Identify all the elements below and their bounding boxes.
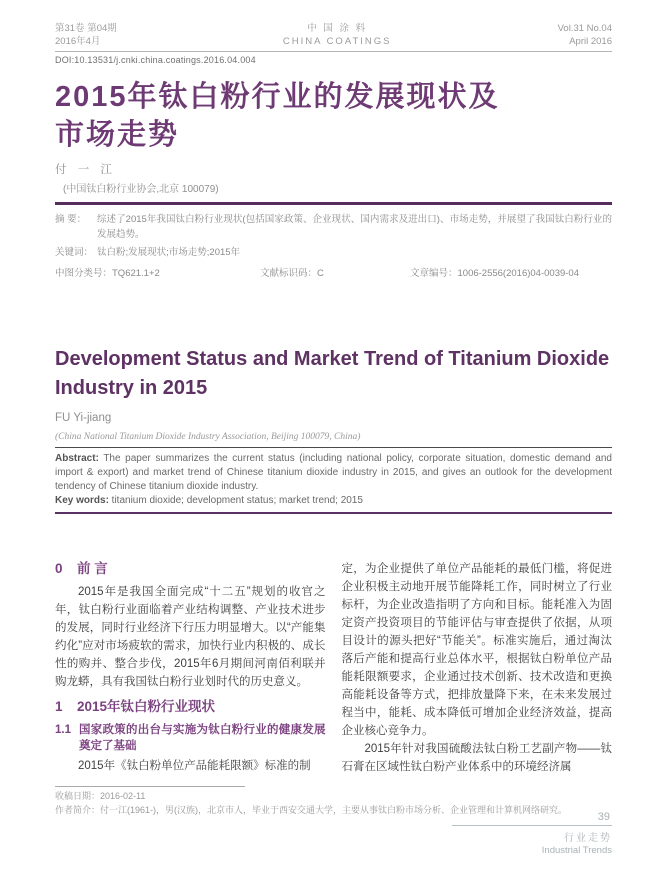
column-name-cn: 行业走势 <box>564 833 612 844</box>
abstract-en-paragraph <box>55 452 612 494</box>
article-id: 文章编号：1006-2556(2016)04-0039-04 <box>410 268 579 279</box>
journal-name-cn: 中 国 涂 料 <box>307 23 368 34</box>
english-abstract-top-rule <box>55 447 612 448</box>
date-cn: 2016年4月 <box>55 36 101 47</box>
column-name-en: Industrial Trends <box>541 845 612 856</box>
author-bio: 作者简介：付一江(1961-)，男(汉族)，北京市人，毕业于西安交通大学，主要从事钛白粉市场分析、企业管理和计算机网络研究。 <box>55 804 568 815</box>
keywords-cn-label: 关键词： <box>55 247 94 258</box>
article-title-cn: 2015年钛白粉行业的发展现状及 市场走势 <box>55 81 500 151</box>
section-0-title: 前 言 <box>77 561 108 576</box>
keywords-en-text: titanium dioxide; development status; market trend; 2015 <box>108 495 363 506</box>
abstract-en-label: Abstract: <box>55 453 99 464</box>
page-number: 39 <box>597 811 610 823</box>
section-1-1-number: 1.1 <box>55 724 71 736</box>
header-left <box>55 22 117 48</box>
header-center <box>283 22 392 48</box>
abstract-cn-row <box>55 212 612 242</box>
footer-rule <box>452 825 612 826</box>
body-column-right <box>342 560 613 776</box>
section-1-1-heading <box>55 722 326 754</box>
doi-line: DOI:10.13531/j.cnki.china.coatings.2016.04.004 <box>55 55 256 65</box>
footnote-rule <box>55 786 245 787</box>
section-0-number: 0 <box>55 561 63 576</box>
article-meta-row <box>55 266 612 281</box>
section-1-heading <box>55 698 326 716</box>
received-date: 收稿日期：2016-02-11 <box>55 791 146 801</box>
affiliation-cn: (中国钛白粉行业协会,北京 100079) <box>63 184 219 195</box>
page-footer <box>452 811 612 856</box>
right-column-paragraph-1: 定，为企业提供了单位产品能耗的最低门槛，将促进企业积极主动地开展节能降耗工作，同时树立了行业标杆，为企业改造指明了方向和目标。能耗准入为固定资产投资项目的节能评估与审查提供了依据，从项目设计的源头把好“节能关”。标准实施后，通过淘汰落后产能和提高行业总体水平，根据钛白粉单位产品能耗限额要求，企业通过技术创新、技术改造和更换高能耗设备等方式，把排放量降下来，在未来发展过程当中，能耗、成本降低可增加企业经济效益，提高企业核心竞争力。 <box>341 563 612 737</box>
section-1-number: 1 <box>55 699 63 714</box>
volume-issue-en: Vol.31 No.04 <box>557 23 612 34</box>
volume-issue-cn: 第31卷 第04期 <box>55 23 117 34</box>
section-0-heading <box>55 560 326 578</box>
clc-number: 中图分类号：TQ621.1+2 <box>55 268 160 279</box>
right-column-paragraph-2: 2015年针对我国硫酸法钛白粉工艺副产物——钛石膏在区域性钛白粉产业体系中的环境经济属 <box>341 743 612 773</box>
abstract-cn-block <box>55 212 612 281</box>
section-1-title: 2015年钛白粉行业现状 <box>77 699 216 714</box>
abstract-en-text: The paper summarizes the current status (including national policy, corporate situation, domestic demand and import & export) and market trend of Chinese titanium dioxide industry in 2015, and gives an outlook for the development tendency of Chinese titanium dioxide industry. <box>55 453 612 492</box>
body-column-left <box>55 560 326 776</box>
affiliation-en: (China National Titanium Dioxide Industry Association, Beijing 100079, China) <box>55 432 361 442</box>
journal-header <box>55 22 612 52</box>
article-body <box>55 560 612 776</box>
header-right <box>558 22 612 48</box>
section-1-1-title: 国家政策的出台与实施为钛白粉行业的健康发展奠定了基础 <box>79 724 326 752</box>
abstract-cn-text: 综述了2015年我国钛白粉行业现状(包括国家政策、企业现状、国内需求及进出口)、市场走势，并展望了我国钛白粉行业的发展趋势。 <box>97 214 612 240</box>
keywords-cn-row <box>55 245 612 260</box>
keywords-cn-text: 钛白粉;发展现状;市场走势;2015年 <box>97 247 241 258</box>
author-en: FU Yi-jiang <box>55 412 112 424</box>
document-code: 文献标识码：C <box>260 268 324 279</box>
section-1-1-paragraph-start: 2015年《钛白粉单位产品能耗限额》标准的制 <box>78 760 311 772</box>
english-abstract-bottom-rule <box>55 512 612 514</box>
title-separator-rule <box>55 202 612 205</box>
keywords-en-label: Key words: <box>55 495 109 506</box>
keywords-en-row <box>55 494 612 508</box>
abstract-en-block <box>55 452 612 508</box>
section-0-paragraph: 2015年是我国全面完成“十二五”规划的收官之年，钛白粉行业面临着产业结构调整、产业技术进步的发展，同时行业经济下行压力明显增大。以“产能集约化”应对市场疲软的需求，加快行业内积极的、成长性的购并、整合步伐，2015年6月期间河南佰利联并购龙蟒，具有我国钛白粉行业划时代的历史意义。 <box>55 586 326 688</box>
abstract-cn-label: 摘 要： <box>55 214 87 225</box>
article-title-en: Development Status and Market Trend of Titanium Dioxide Industry in 2015 <box>55 348 610 399</box>
date-en: April 2016 <box>569 36 612 47</box>
author-cn: 付 一 江 <box>55 164 116 176</box>
journal-name-en: CHINA COATINGS <box>282 36 392 47</box>
